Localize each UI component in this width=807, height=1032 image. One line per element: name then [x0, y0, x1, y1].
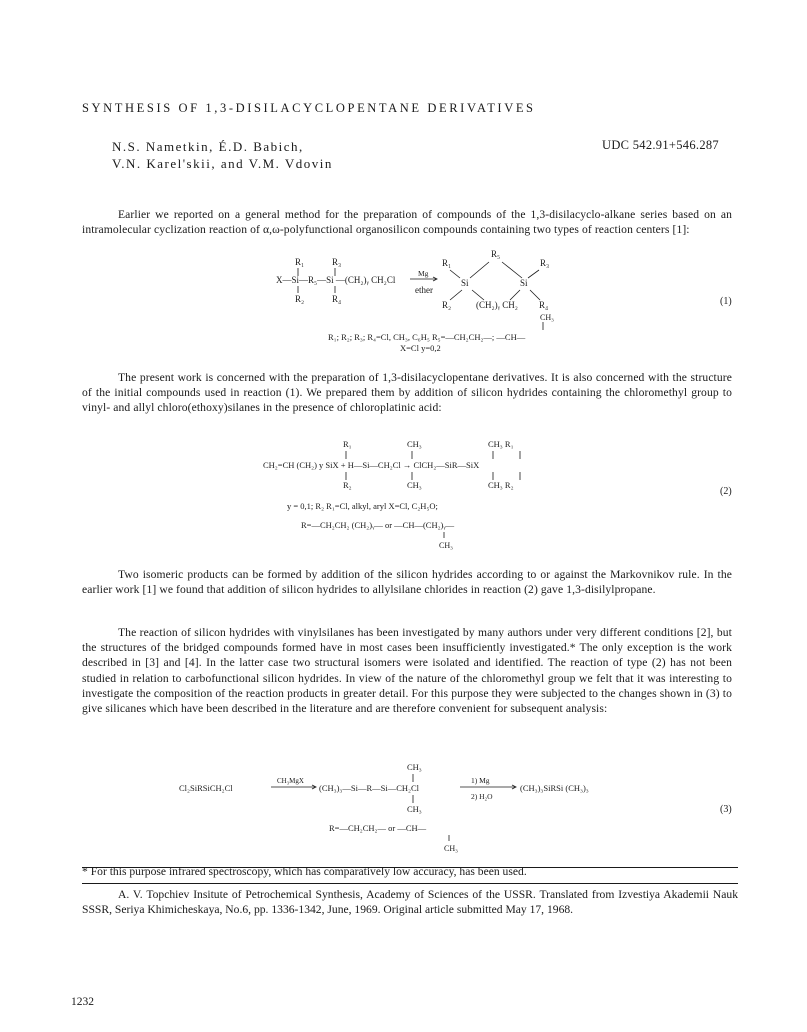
- eq1-number: (1): [720, 296, 732, 307]
- eq3-step-2: 2) H₂O: [471, 792, 493, 801]
- eq2-main-reaction: CH₂=CH (CH₂) y SiX + H—Si—CH₂Cl → ClCH₂—SiR—SiX: [263, 460, 480, 470]
- eq1-product-r1: R₁: [442, 258, 452, 268]
- eq1-r3: R₃: [332, 257, 342, 267]
- eq1-reactant: X—Si—R₅—Si —(CH₂)ᵧ CH₂Cl: [276, 275, 396, 285]
- reaction-scheme-2: [255, 437, 740, 552]
- eq1-product-si2: Si: [520, 278, 528, 288]
- eq1-product-r3: R₃: [540, 258, 550, 268]
- article-title: SYNTHESIS OF 1,3-DISILACYCLOPENTANE DERIVATIVES: [82, 101, 536, 115]
- paragraph-isomers: [82, 567, 732, 597]
- eq3-number: (3): [720, 804, 732, 815]
- footnote: * For this purpose infrared spectroscopy, which has comparatively low accuracy, has been used.: [82, 865, 527, 878]
- paragraph-text: The present work is concerned with the preparation of 1,3-disilacyclopentane derivatives. It is also concerned with the structure of the initial compounds used in reaction (1). We prepared them by addition of silicon hydrides containing the chloromethyl group to vinyl- and allyl chloro(ethoxy)silanes in the presence of chloroplatinic acid:: [82, 371, 732, 415]
- eq3-ch3-top: CH₃: [407, 762, 422, 772]
- eq3-step-1: 1) Mg: [471, 776, 490, 785]
- eq1-reagent-mg: Mg: [418, 269, 429, 278]
- eq3-reactant: Cl₂SiRSiCH₂Cl: [179, 783, 233, 793]
- eq2-number: (2): [720, 486, 732, 497]
- eq1-solvent: ether: [415, 285, 433, 295]
- eq1-r4: R₄: [332, 294, 342, 304]
- eq1-conditions-1: R₁; R₂; R₃; R₄=Cl, CH₃, C₆H₅ R₅=—CH₂CH₂—; —CH—: [328, 332, 526, 342]
- paragraph-intro: [82, 207, 732, 237]
- affiliation: A. V. Topchiev Insitute of Petrochemical Synthesis, Academy of Sciences of the USSR. Translated from Izvestiya Akademii Nauk SSSR, Seriya Khimicheskaya, No.6, pp. 1336-1342, June, 1969. Original article submitted May 17, 1968.: [82, 888, 738, 917]
- eq1-conditions-2: X=Cl y=0,2: [400, 343, 441, 353]
- affiliation-rule: [82, 883, 738, 884]
- reaction-scheme-3: [175, 760, 740, 860]
- paragraph-present-work: [82, 370, 732, 416]
- reaction-scheme-1: [250, 248, 740, 358]
- eq2-ch3-branch: CH₃: [439, 541, 453, 550]
- eq2-ch3-bottom: CH₃: [407, 480, 422, 490]
- eq2-conditions-2: R=—CH₂CH₂ (CH₂)ᵧ— or —CH—(CH₂)ᵧ—: [301, 520, 455, 530]
- eq2-ch3-r2: CH₃ R₂: [488, 480, 514, 490]
- eq2-r1: R₁: [343, 439, 352, 449]
- eq1-product-chain: (CH₂)ᵧ CH₂: [476, 300, 518, 310]
- eq3-intermediate: (CH₃)₃—Si—R—Si—CH₂Cl: [319, 783, 420, 793]
- eq3-ch3-branch: CH₃: [444, 844, 458, 853]
- page-number: 1232: [71, 996, 94, 1008]
- eq1-r2: R₂: [295, 294, 305, 304]
- eq2-ch3-r1: CH₃ R₁: [488, 439, 514, 449]
- eq2-conditions-1: y = 0,1; R₂ R₁=Cl, alkyl, aryl X=Cl, C₂H₅O;: [287, 501, 438, 511]
- eq2-r2: R₂: [343, 480, 352, 490]
- authors-line-2: V.N. Karel'skii, and V.M. Vdovin: [112, 156, 333, 171]
- eq1-product-r5: R₅: [491, 249, 501, 259]
- eq3-product: (CH₃)₃SiRSi (CH₃)₃: [520, 783, 589, 793]
- eq2-ch3-top: CH₃: [407, 439, 422, 449]
- authors-line-1: N.S. Nametkin, É.D. Babich,: [112, 139, 304, 154]
- eq3-conditions: R=—CH₂CH₂— or —CH—: [329, 823, 427, 833]
- paragraph-text: Two isomeric products can be formed by addition of the silicon hydrides according to or against the Markovnikov rule. In the earlier work [1] we found that addition of silicon hydrides to allylsilane chlorides in reaction (2) gave 1,3-disilylpropane.: [82, 568, 732, 597]
- eq1-r1: R₁: [295, 257, 305, 267]
- author-list: [112, 138, 333, 172]
- eq1-product-si1: Si: [461, 278, 469, 288]
- udc-code: UDC 542.91+546.287: [602, 138, 719, 152]
- eq1-product-r2: R₂: [442, 300, 452, 310]
- paragraph-text: Earlier we reported on a general method for the preparation of compounds of the 1,3-disilacyclo-alkane series based on an intramolecular cyclization reaction of α,ω-polyfunctional organosilicon compounds containing two types of reaction centers [1]:: [82, 208, 732, 237]
- paragraph-vinylsilanes: [82, 625, 732, 716]
- paragraph-text: The reaction of silicon hydrides with vinylsilanes has been investigated by many authors under very different conditions [2], but the structures of the bridged compounds formed have in most cases been insufficiently investigated.* The only exception is the work described in [3] and [4]. In the latter case two structural isomers were isolated and identified. The reaction of type (2) has not been studied in relation to carbofunctional silicon hydrides. In view of the nature of the chloromethyl group we felt that it was interesting to investigate the composition of the reaction products in greater detail. For this purpose they were subjected to the changes shown in (3) to give silicanes which have been described in the literature and are therefore convenient for subsequent analysis:: [82, 626, 732, 716]
- eq1-product-ch3: CH₃: [540, 313, 554, 322]
- eq3-ch3-bottom: CH₃: [407, 804, 422, 814]
- eq1-product-r4: R₄: [539, 300, 549, 310]
- eq3-reagent: CH₃MgX: [277, 777, 304, 785]
